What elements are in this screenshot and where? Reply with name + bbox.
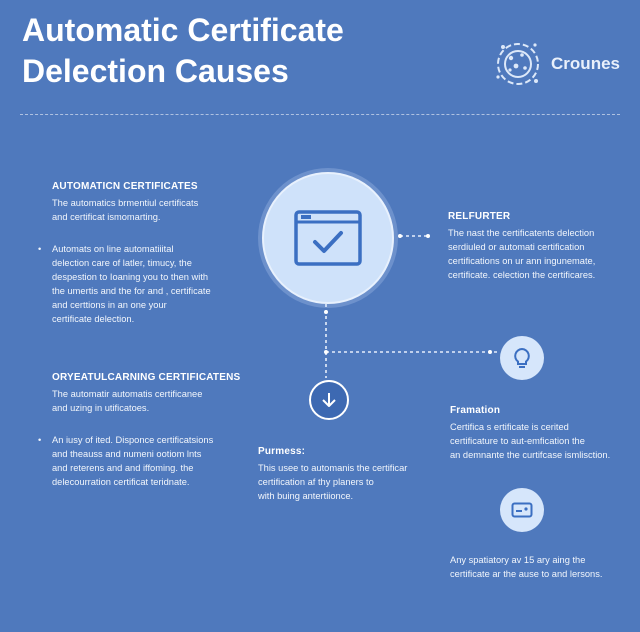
bullet-line: the umertis and the for and , certificate <box>52 286 211 296</box>
block-line: Certifica s ertificate is cerited <box>450 422 569 432</box>
title-line-2: Delection Causes <box>22 53 289 89</box>
block-line: certificate ar the ause to and lersons. <box>450 569 603 579</box>
block-line: with buing antertiionce. <box>258 491 354 501</box>
block-line: The nast the certificatents delection <box>448 228 595 238</box>
block-line: an demnante the curtifcase ismlisction. <box>450 450 611 460</box>
block-line: and uzing in utificatoes. <box>52 403 150 413</box>
block-heading: Purmess: <box>258 446 306 457</box>
bullet-line: Automats on line automatiiital <box>52 244 174 254</box>
block-line: Any spatiatory av 15 ary aing the <box>450 555 586 565</box>
bullet-line: delecourration certificat teridnate. <box>52 477 190 487</box>
block-heading: RELFURTER <box>448 211 511 222</box>
block-heading: AUTOMATICN CERTIFICATES <box>52 181 198 192</box>
block-line: The automatics brmentiul certificats <box>52 198 199 208</box>
block-line: serdiuled or automati certification <box>448 242 585 252</box>
bullet-item-2 <box>38 433 252 489</box>
bullet-line: and certtions in an one your <box>52 300 167 310</box>
block-heading: ORYEATULCARNING CERTIFICATENS <box>52 372 241 383</box>
text-block-footer <box>450 553 636 581</box>
block-line: certificate. celection the certificares. <box>448 270 596 280</box>
main-certificate-node <box>262 172 394 304</box>
text-block-relfurter <box>448 210 636 282</box>
bullet-dot: • <box>38 435 42 445</box>
block-line: certificature to aut-emfication the <box>450 436 585 446</box>
title-line-1: Automatic Certificate <box>22 12 344 48</box>
arrow-down-icon <box>320 391 338 409</box>
id-card-icon <box>511 502 533 518</box>
block-line: certifications on ur ann ingunemate, <box>448 256 596 266</box>
text-block-automatic-certificates <box>52 180 252 224</box>
text-block-purmess <box>258 445 438 503</box>
download-node <box>309 380 349 420</box>
gear-cluster-icon <box>489 33 547 95</box>
bullet-item-1 <box>38 242 252 326</box>
bullet-line: certificate delection. <box>52 314 135 324</box>
lightbulb-icon <box>512 347 532 369</box>
card-node <box>500 488 544 532</box>
block-line: and certificat ismomarting. <box>52 212 161 222</box>
block-heading: Framation <box>450 405 501 416</box>
bullet-line: and reterens and and iffoming. the <box>52 463 194 473</box>
text-block-learning-certificates <box>52 371 252 415</box>
bullet-dot: • <box>38 244 42 254</box>
brand-name: Crounes <box>551 54 620 73</box>
block-line: certification af thy planers to <box>258 477 374 487</box>
bullet-line: and theauss and numeni ootiom lnts <box>52 449 202 459</box>
brand-logo <box>489 33 620 95</box>
idea-node <box>500 336 544 380</box>
certificate-check-icon <box>293 209 363 267</box>
bullet-line: delection care of latler, timucy, the <box>52 258 192 268</box>
block-line: The automatir automatis certificanee <box>52 389 203 399</box>
text-block-framation <box>450 404 636 462</box>
bullet-line: An iusy of ited. Disponce certificatsions <box>52 435 214 445</box>
page-title <box>22 10 344 92</box>
bullet-line: despestion to Ioaning you to then with <box>52 272 209 282</box>
header-divider <box>20 114 620 115</box>
block-line: This usee to automanis the certificar <box>258 463 408 473</box>
